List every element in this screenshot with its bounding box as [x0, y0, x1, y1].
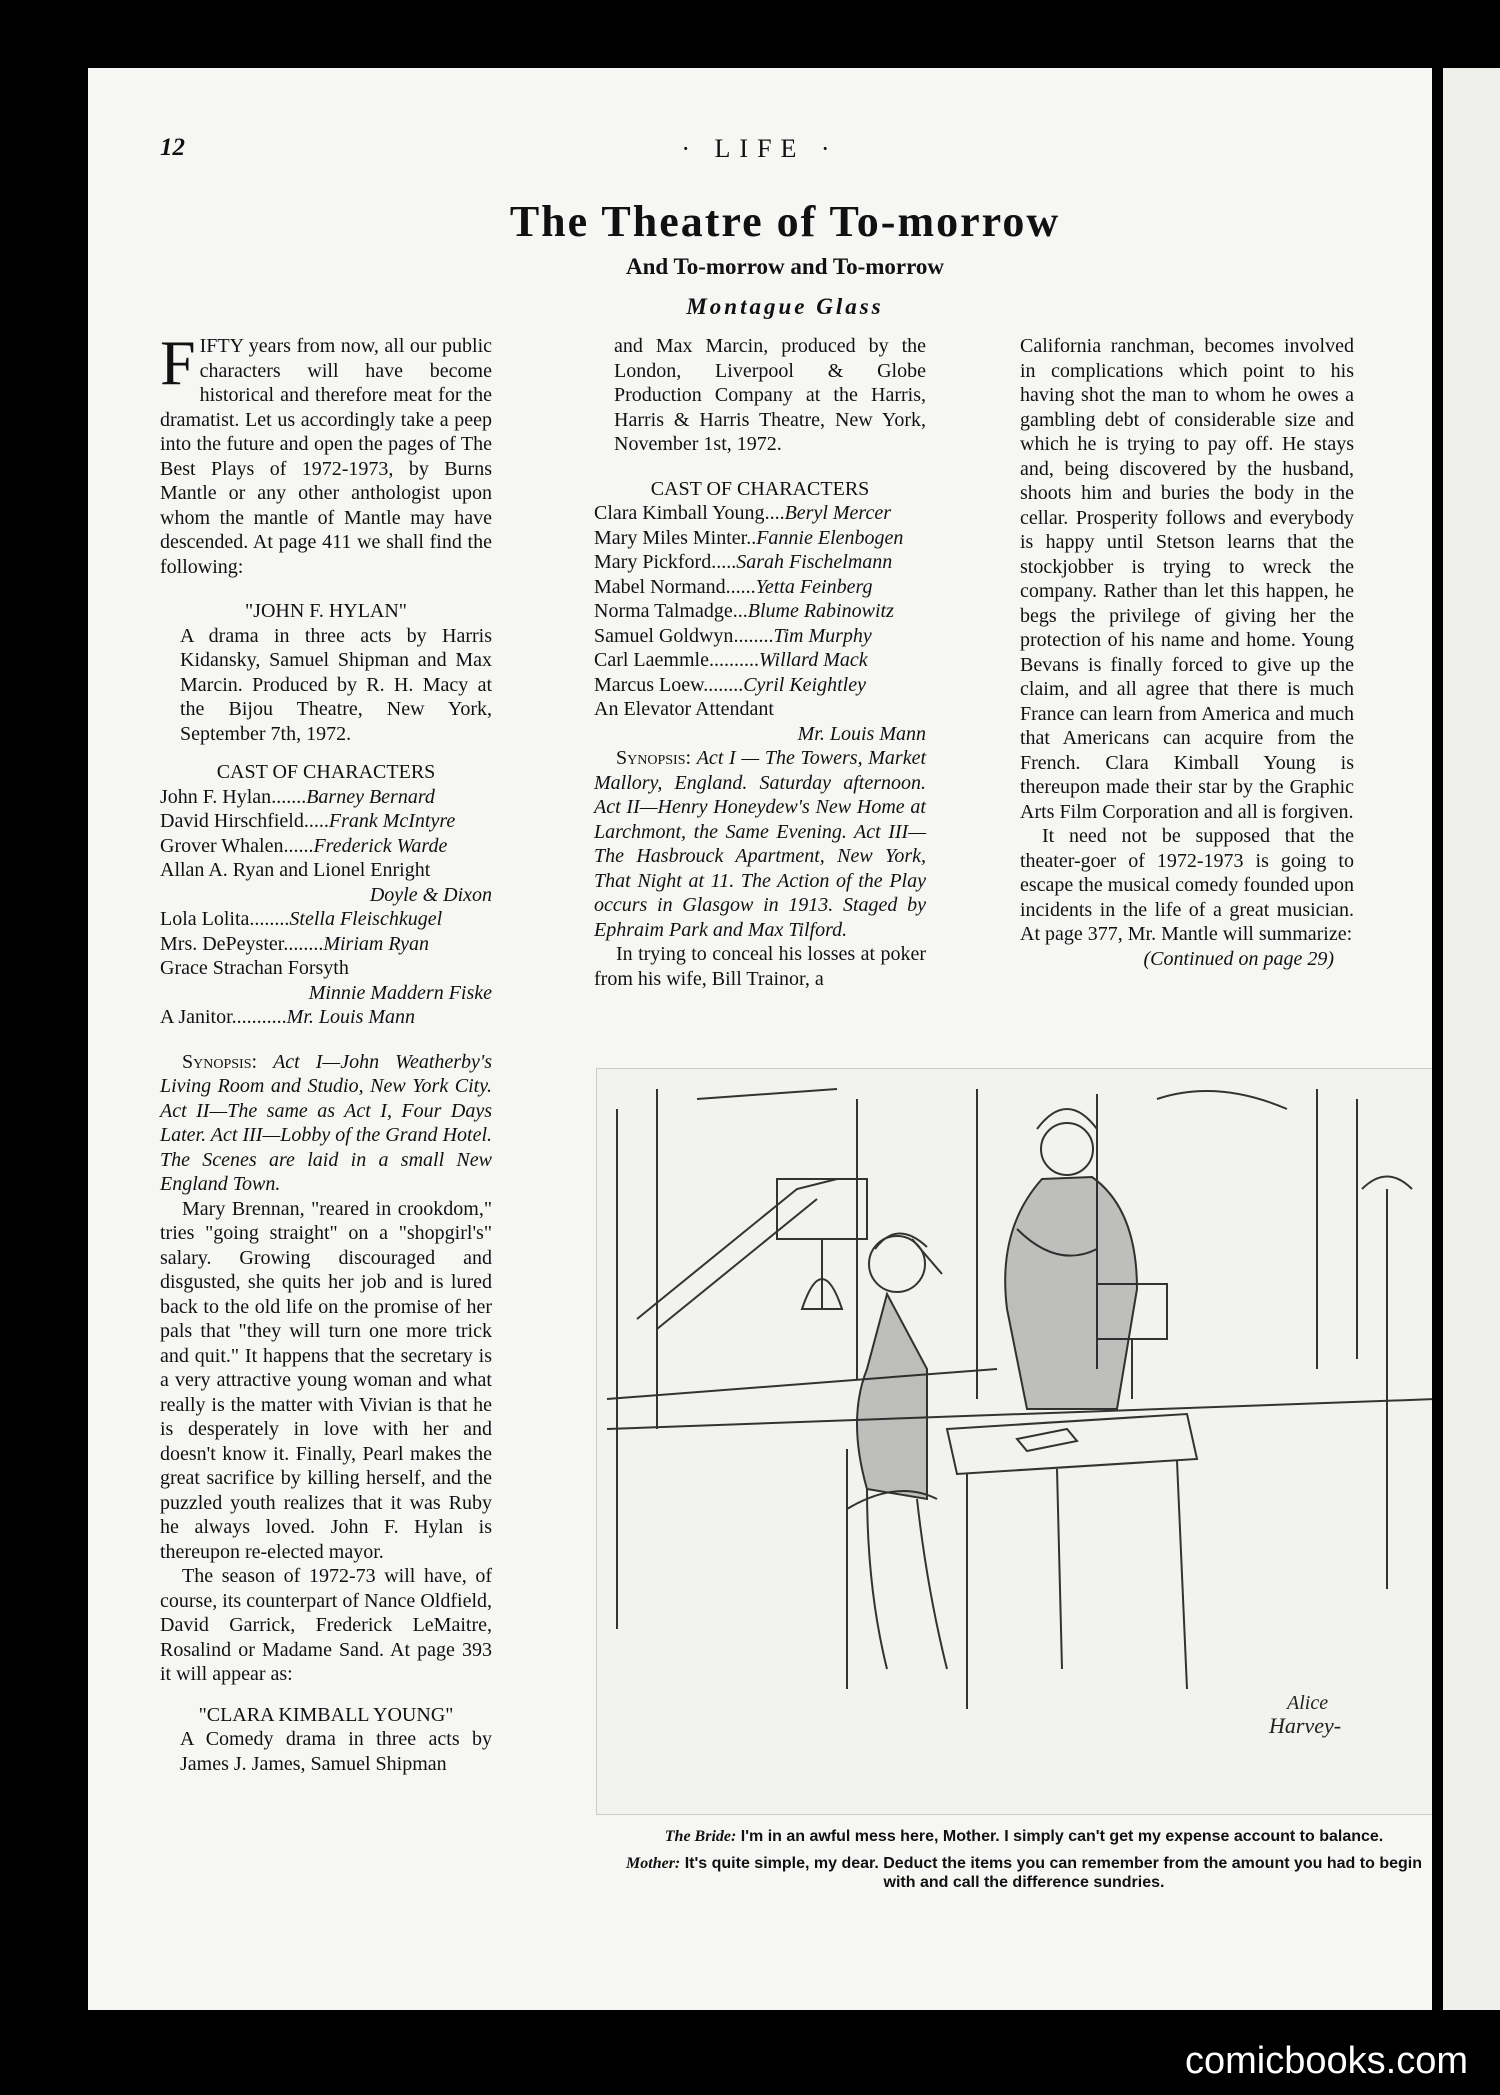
cast-row: Samuel Goldwyn........Tim Murphy: [594, 624, 872, 647]
continued-note: (Continued on page 29): [1143, 947, 1334, 970]
body-paragraph: It need not be supposed that the theater-goer of 1972-1973 is going to escape the musical comedy founded upon incidents in the life of a great musician. At page 377, Mr. Mantle will summarize:: [1020, 825, 1354, 945]
play2-title: "CLARA KIMBALL YOUNG": [198, 1703, 454, 1726]
cast-row: Marcus Loew........Cyril Keightley: [594, 673, 866, 696]
article-subtitle: And To-morrow and To-morrow: [625, 254, 944, 279]
cast-row: John F. Hylan.......Barney Bernard: [160, 785, 435, 808]
cast-row: Clara Kimball Young....Beryl Mercer: [594, 502, 891, 524]
cast-role: Mr. Louis Mann: [797, 722, 926, 745]
cast-list-2: [594, 501, 926, 746]
cast-row: Norma Talmadge...Blume Rabinowitz: [594, 600, 894, 622]
caption-line-mother: Mother: It's quite simple, my dear. Deduct the items you can remember from the amount you had to begin with and call the difference sundries.: [626, 1855, 1422, 1891]
adjacent-page-edge: [1443, 68, 1500, 2010]
interior-scene-drawing: [597, 1069, 1432, 1814]
running-head: · LIFE ·: [681, 134, 839, 163]
illustration: [596, 1068, 1432, 1815]
cast-row: An Elevator Attendant: [594, 698, 774, 720]
body-paragraph: California ranchman, becomes involved in complications which point to his having shot the man to whom he owes a gambling debt of considerable size and which he is trying to pay off. He stays and, being discovered by the husband, shoots him and buries the body in the cellar. Prosperity follows and everybody is happy until Stetson learns that the stockjobber is trying to wreck the company. Rather than let this happen, he begs the privilege of giving her the protection of his name and home. Young Bevans is finally forced to give up the claim, and all agree that there is much France can learn from America and much that Americans can acquire from the French. Clara Kimball Young is thereupon made their star by the Graphic Arts Film Corporation and all is forgiven.: [1020, 335, 1354, 823]
cast-row: Lola Lolita........Stella Fleischkugel: [160, 908, 443, 930]
play2-description: A Comedy drama in three acts by James J. James, Samuel Shipman: [180, 1728, 492, 1775]
column-2: [594, 334, 926, 991]
column-1: [160, 327, 492, 1776]
illustration-caption: [624, 1827, 1424, 1900]
cast-row: Grover Whalen......Frederick Warde: [160, 834, 448, 857]
cast-row: Mary Miles Minter..Fannie Elenbogen: [594, 526, 904, 549]
cast-row: Mary Pickford.....Sarah Fischelmann: [594, 551, 893, 573]
byline: Montague Glass: [686, 294, 884, 319]
cast-role: Minnie Maddern Fiske: [308, 981, 492, 1004]
cast-row: A Janitor...........Mr. Louis Mann: [160, 1006, 416, 1028]
cast-row: Mrs. DePeyster........Miriam Ryan: [160, 932, 430, 955]
synopsis-1: Synopsis: Act I—John Weatherby's Living Room and Studio, New York City. Act II—The same as Act I, Four Days Later. Act III—Lobby of the Grand Hotel. The Scenes are laid in a small New England Town.: [160, 1050, 492, 1195]
synopsis-2: Synopsis: Act I — The Towers, Market Mallory, England. Saturday afternoon. Act II—Henry Honeydew's New Home at Larchmont, the Same Evening. Act III—The Hasbrouck Apartment, New York, That Night at 11. The Action of the Play occurs in Glasgow in 1913. Staged by Ephraim Park and Max Tilford.: [594, 747, 927, 941]
body-paragraph: Mary Brennan, "reared in crookdom," tries "going straight" on a "shopgirl's" salary. Growing discouraged and disgusted, she quits her job and is lured back to the old life on the promise of her pals that "they will turn one more trick and quit." It happens that the secretary is a very attractive young woman and what really is the matter with Vivian is that he is desperately in love with her and doesn't know it. Finally, Pearl makes the great sacrifice by killing herself, and the puzzled youth realizes that it was Ruby he always loved. John F. Hylan is thereupon re-elected mayor.: [160, 1197, 492, 1563]
dropcap: F: [160, 327, 196, 398]
magazine-page: [88, 68, 1432, 2010]
column-3: [1020, 334, 1354, 971]
artist-signature-line1: Alice: [1287, 1692, 1329, 1714]
play2-description-cont: and Max Marcin, produced by the London, Liverpool & Globe Production Company at the Harris, Harris & Harris Theatre, New York, November 1st, 1972.: [614, 335, 926, 455]
play1-title: "JOHN F. HYLAN": [245, 600, 407, 622]
play1-description: A drama in three acts by Harris Kidansky, Samuel Shipman and Max Marcin. Produced by R. H. Macy at the Bijou Theatre, New York, September 7th, 1972.: [180, 624, 492, 745]
cast-list-1: [160, 785, 492, 1030]
cast-heading-1: CAST OF CHARACTERS: [216, 761, 436, 783]
page-number: 12: [160, 134, 185, 161]
article-title: The Theatre of To-morrow: [509, 197, 1061, 246]
cast-row: David Hirschfield.....Frank McIntyre: [160, 810, 456, 832]
cast-heading-2: CAST OF CHARACTERS: [650, 477, 870, 500]
artist-signature-line2: Harvey-: [1269, 1713, 1342, 1738]
cast-row: Allan A. Ryan and Lionel Enright: [160, 859, 431, 881]
body-paragraph: The season of 1972-73 will have, of course, its counterpart of Nance Oldfield, David Garrick, Frederick LeMaitre, Rosalind or Madame Sand. At page 393 it will appear as:: [160, 1565, 492, 1685]
caption-line-bride: The Bride: I'm in an awful mess here, Mother. I simply can't get my expense account to balance.: [664, 1828, 1384, 1845]
intro-paragraph: FIFTY years from now, all our public characters will have become historical and therefore meat for the dramatist. Let us accordingly take a peep into the future and open the pages of The Best Plays of 1972-1973, by Burns Mantle or any other anthologist upon whom the mantle of Mantle may have descended. At page 411 we shall find the following:: [160, 327, 492, 578]
body-paragraph: In trying to conceal his losses at poker from his wife, Bill Trainor, a: [594, 943, 926, 990]
cast-row: Carl Laemmle..........Willard Mack: [594, 649, 868, 671]
cast-row: Mabel Normand......Yetta Feinberg: [594, 575, 873, 598]
cast-role: Doyle & Dixon: [369, 883, 492, 906]
cast-row: Grace Strachan Forsyth: [160, 957, 349, 979]
site-watermark: comicbooks.com: [1185, 2040, 1468, 2082]
